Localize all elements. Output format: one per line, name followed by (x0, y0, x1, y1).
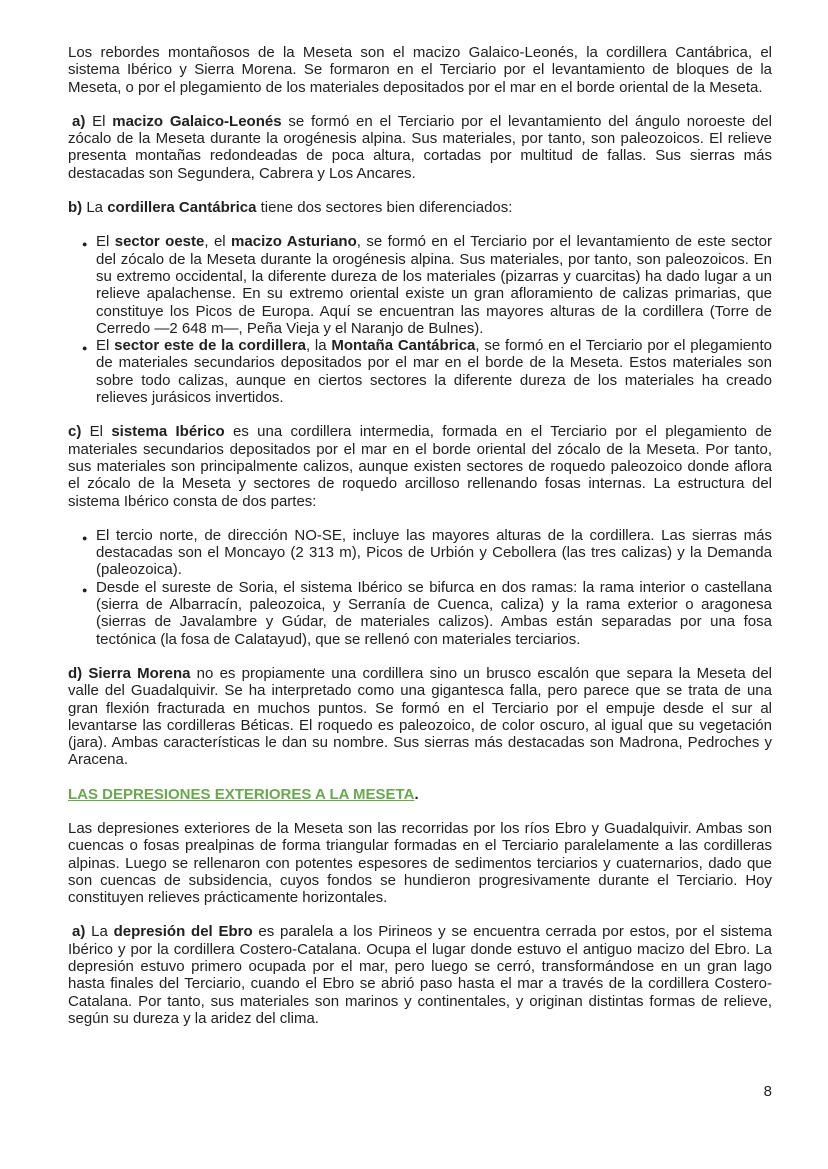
bold-text: macizo Asturiano (231, 233, 357, 251)
text: El (96, 337, 115, 355)
paragraph (68, 923, 772, 1027)
paragraph (68, 199, 772, 216)
bullet-item (96, 233, 772, 337)
text: El (81, 423, 112, 441)
bold-text: macizo Galaico-Leonés (112, 112, 282, 130)
text: tiene dos sectores bien diferenciados: (256, 199, 513, 217)
bold-text: a) (72, 923, 86, 941)
text: Las depresiones exteriores de la Meseta son las recorridas por los ríos Ebro y Guadalquivir. Ambas son cuencas o fosas prealpinas de forma triangular formadas en el Terciario paralelamente a las cordilleras alpinas. Luego se rellenaron con potentes espesores de sedimentos terciarios y cuaternarios, dado que son cuencas de subsidencia, cuyos fondos se hundieron progresivamente durante el Terciario. Hoy constituyen relieves prácticamente horizontales. (68, 819, 772, 907)
text: El tercio norte, de dirección NO-SE, incluye las mayores alturas de la cordillera. Las sierras más destacadas son el Moncayo (2 313 m), Picos de Urbión y Cebollera (las tres calizas) y la Demanda (paleozoica). (96, 526, 772, 579)
paragraph (68, 44, 772, 96)
text: se formó en el Terciario por el levantamiento del ángulo noroeste del zócalo de la Meseta durante la orogénesis alpina. Sus materiales, por tanto, son paleozoicos. El relieve presenta montañas redondeadas de poca altura, cortadas por multitud de fallas. Sus sierras más destacadas son Segundera, Cabrera y Los Ancares. (68, 112, 772, 182)
paragraph (68, 423, 772, 509)
paragraph (68, 113, 772, 182)
bullet-list (68, 527, 772, 648)
bold-text: sistema Ibérico (111, 423, 225, 441)
text: La (82, 199, 108, 217)
bold-text: a) (72, 112, 86, 130)
bullet-item (96, 527, 772, 579)
text: El (85, 112, 113, 130)
bullet-item (96, 579, 772, 648)
bullet-item (96, 337, 772, 406)
text: Desde el sureste de Soria, el sistema Ibérico se bifurca en dos ramas: la rama interior o castellana (sierra de Albarracín, paleozoica, y Serranía de Cuenca, caliza) y la rama exterior o aragonesa (sierras de Javalambre y Gúdar, de materiales calizos). Ambas están separadas por una fosa tectónica (la fosa de Calatayud), que se rellenó con materiales terciarios. (96, 578, 772, 648)
text: , se formó en el Terciario por el plegamiento de materiales secundarios depositados por el mar en el borde de la Meseta. Estos materiales son sobre todo calizas, aunque en ciertos sectores la diferente dureza de los materiales ha creado relieves jurásicos invertidos. (96, 337, 772, 407)
bold-text: Montaña Cantábrica (331, 337, 476, 355)
bold-text: depresión del Ebro (113, 923, 253, 941)
section-heading-period: . (414, 785, 419, 803)
text: , la (305, 337, 332, 355)
page-number: 8 (763, 1083, 772, 1100)
section-heading (68, 786, 772, 803)
bold-text: d) Sierra Morena (68, 664, 191, 682)
paragraph (68, 665, 772, 769)
section-heading-text: LAS DEPRESIONES EXTERIORES A LA MESETA (68, 785, 415, 803)
document-content (68, 44, 772, 1044)
text: La (85, 923, 114, 941)
bold-text: c) (68, 423, 82, 441)
text: no es propiamente una cordillera sino un brusco escalón que separa la Meseta del valle del Guadalquivir. Se ha interpretado como una gigantesca falla, pero parece que se trata de una gran flexión fracturada en muchos puntos. Se formó en el Terciario por el empuje desde el sur al levantarse las cordilleras Béticas. El roquedo es paleozoico, de color oscuro, al igual que su vegetación (jara). Ambas características le dan su nombre. Sus sierras más destacadas son Madrona, Pedroches y Aracena. (68, 664, 772, 769)
bullet-list (68, 233, 772, 406)
bold-text: sector este de la cordillera (114, 337, 306, 355)
paragraph (68, 820, 772, 906)
text: , se formó en el Terciario por el levantamiento de este sector del zócalo de la Meseta durante la orogénesis alpina. Sus materiales, por tanto, son paleozoicos. En su extremo occidental, la diferente dureza de los materiales (pizarras y cuarcitas) ha dado lugar a un relieve apalachense. En su extremo oriental existe un gran afloramiento de calizas primarias, que constituye los Picos de Europa. Aquí se encuentran las mayores alturas de la cordillera (Torre de Cerredo —2 648 m—, Peña Vieja y el Naranjo de Bulnes). (96, 233, 773, 337)
text: es paralela a los Pirineos y se encuentra cerrada por estos, por el sistema Ibérico y por la cordillera Costero-Catalana. Ocupa el lugar donde estuvo el antiguo macizo del Ebro. La depresión estuvo primero ocupada por el mar, pero luego se cerró, transformándose en un gran lago hasta finales del Terciario, cuando el Ebro se abrió paso hasta el mar a través de la cordillera Costero-Catalana. Por tanto, sus materiales son marinos y continentales, y originan distintas formas de relieve, según su dureza y la aridez del clima. (68, 923, 772, 1027)
text: , el (204, 233, 232, 251)
text: Los rebordes montañosos de la Meseta son el macizo Galaico-Leonés, la cordillera Cantábrica, el sistema Ibérico y Sierra Morena. Se formaron en el Terciario por el levantamiento de bloques de la Meseta, o por el plegamiento de los materiales depositados por el mar en el borde oriental de la Meseta. (68, 44, 772, 96)
bold-text: cordillera Cantábrica (107, 199, 257, 217)
text: es una cordillera intermedia, formada en el Terciario por el plegamiento de materiales secundarios depositados por el mar en el borde oriental del zócalo de la Meseta. Por tanto, sus materiales son principalmente calizos, aunque existen sectores de roquedo paleozoico donde aflora el zócalo de la Meseta y sectores de roquedo arcilloso rellenando fosas internas. La estructura del sistema Ibérico consta de dos partes: (68, 423, 773, 510)
text: El (96, 233, 115, 251)
bold-text: b) (68, 199, 83, 217)
bold-text: sector oeste (114, 233, 205, 251)
